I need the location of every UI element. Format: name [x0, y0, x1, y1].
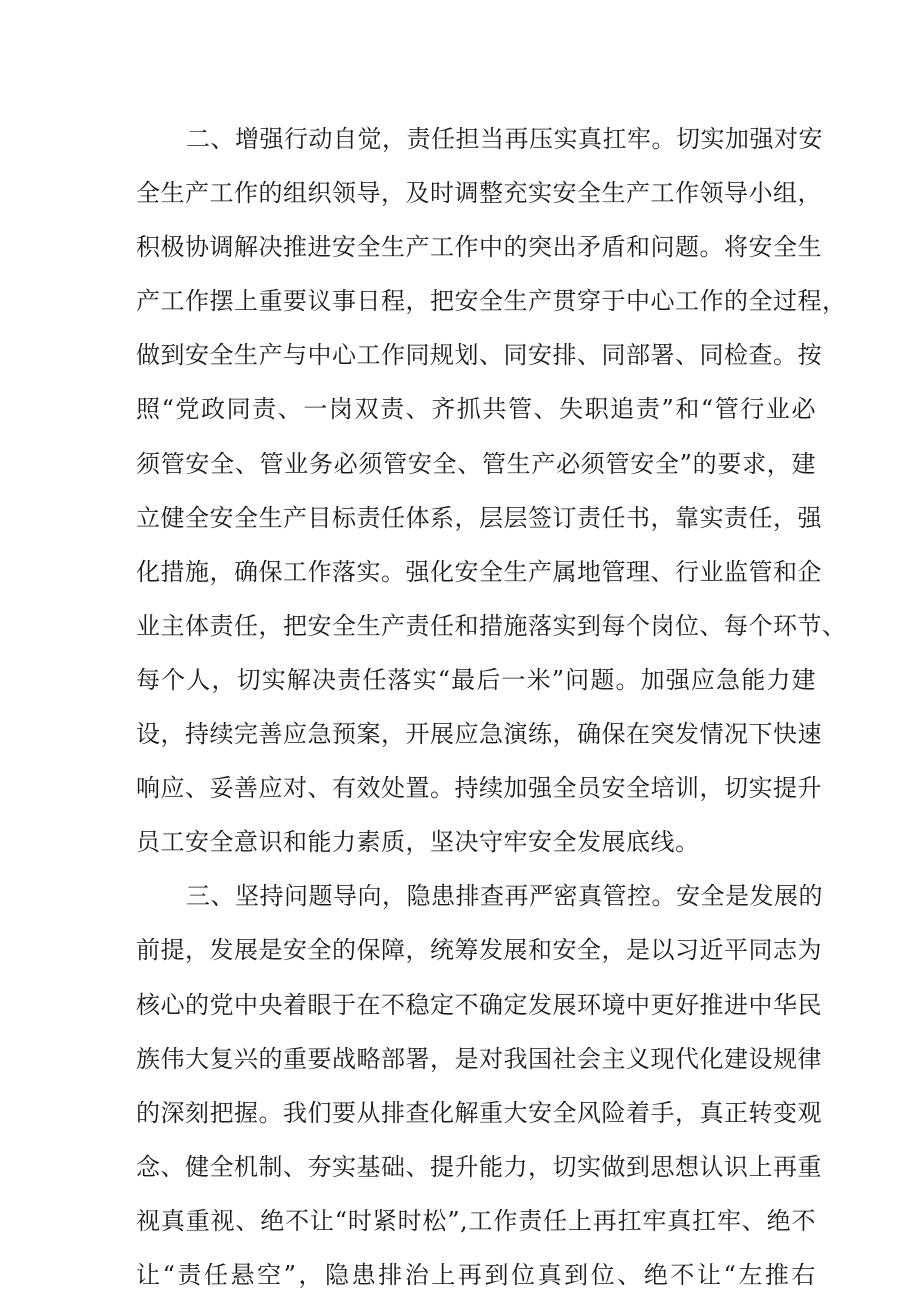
paragraph-line: 积极协调解决推进安全生产工作中的突出矛盾和问题。将安全生: [136, 233, 822, 262]
paragraph-line: 须管安全、管业务必须管安全、管生产必须管安全”的要求，建: [136, 449, 816, 478]
paragraph-line: 让“责任悬空”，隐患排治上再到位真到位、绝不让“左推右: [136, 1260, 816, 1289]
paragraph-line: 照“党政同责、一岗双责、齐抓共管、失职追责”和“管行业必: [136, 395, 816, 424]
paragraph-line: 三、坚持问题导向，隐患排查再严密真管控。安全是发展的: [186, 882, 823, 911]
paragraph-line: 全生产工作的组织领导，及时调整充实安全生产工作领导小组，: [136, 179, 822, 208]
paragraph-line: 的深刻把握。我们要从排查化解重大安全风险着手，真正转变观: [136, 1098, 822, 1127]
paragraph-line: 化措施，确保工作落实。强化安全生产属地管理、行业监管和企: [136, 557, 822, 586]
paragraph-line: 响应、妥善应对、有效处置。持续加强全员安全培训，切实提升: [136, 774, 822, 803]
paragraph-line: 业主体责任，把安全生产责任和措施落实到每个岗位、每个环节、: [136, 611, 847, 640]
paragraph-line: 设，持续完善应急预案，开展应急演练，确保在突发情况下快速: [136, 720, 822, 749]
paragraph-line: 核心的党中央着眼于在不稳定不确定发展环境中更好推进中华民: [136, 990, 822, 1019]
document-body: [136, 112, 847, 1302]
paragraph-line: 视真重视、绝不让“时紧时松”,工作责任上再扛牢真扛牢、绝不: [136, 1206, 816, 1235]
paragraph-line: 员工安全意识和能力素质，坚决守牢安全发展底线。: [136, 828, 700, 857]
paragraph-line: 做到安全生产与中心工作同规划、同安排、同部署、同检查。按: [136, 341, 822, 370]
paragraph-line: 每个人，切实解决责任落实“最后一米”问题。加强应急能力建: [136, 665, 816, 694]
paragraph-line: 产工作摆上重要议事日程，把安全生产贯穿于中心工作的全过程，: [136, 287, 847, 316]
paragraph-responsibility: [136, 112, 847, 869]
paragraph-line: 族伟大复兴的重要战略部署，是对我国社会主义现代化建设规律: [136, 1044, 822, 1073]
paragraph-line: 立健全安全生产目标责任体系，层层签订责任书，靠实责任，强: [136, 503, 822, 532]
paragraph-line: 二、增强行动自觉，责任担当再压实真扛牢。切实加强对安: [186, 125, 823, 153]
paragraph-hazard-inspection: [136, 869, 823, 1302]
paragraph-line: 前提，发展是安全的保障，统筹发展和安全，是以习近平同志为: [136, 936, 822, 965]
paragraph-line: 念、健全机制、夯实基础、提升能力，切实做到思想认识上再重: [136, 1152, 822, 1181]
